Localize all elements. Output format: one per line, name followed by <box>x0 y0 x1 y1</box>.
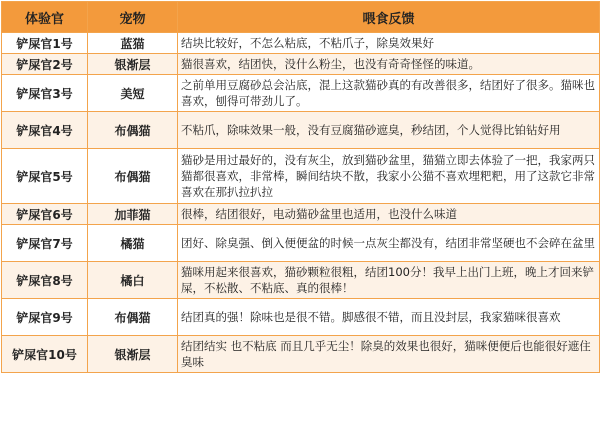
table-row <box>2 336 600 373</box>
pet-cell: 银渐层 <box>88 54 178 75</box>
feedback-cell: 猫很喜欢，结团快，没什么粉尘，也没有奇奇怪怪的味道。 <box>178 54 600 75</box>
table-body <box>2 33 600 373</box>
table-row <box>2 149 600 204</box>
feedback-cell: 团好、除臭强、倒入便便盆的时候一点灰尘都没有，结团非常坚硬也不会碎在盆里 <box>178 225 600 262</box>
table-row <box>2 225 600 262</box>
tester-cell: 铲屎官2号 <box>2 54 88 75</box>
tester-cell: 铲屎官1号 <box>2 33 88 54</box>
pet-cell: 布偶猫 <box>88 112 178 149</box>
pet-cell: 美短 <box>88 75 178 112</box>
table-row <box>2 112 600 149</box>
pet-cell: 橘白 <box>88 262 178 299</box>
table-row <box>2 299 600 336</box>
tester-cell: 铲屎官6号 <box>2 204 88 225</box>
feedback-cell: 结团结实 也不粘底 而且几乎无尘！除臭的效果也很好，猫咪便便后也能很好遮住臭味 <box>178 336 600 373</box>
feedback-cell: 之前单用豆腐砂总会沾底，混上这款猫砂真的有改善很多，结团好了很多。猫咪也喜欢，刨得可带劲儿了。 <box>178 75 600 112</box>
pet-cell: 加菲猫 <box>88 204 178 225</box>
pet-cell: 布偶猫 <box>88 299 178 336</box>
feedback-cell: 不粘爪，除味效果一般，没有豆腐猫砂遮臭，秒结团，个人觉得比铂钻好用 <box>178 112 600 149</box>
pet-cell: 橘猫 <box>88 225 178 262</box>
table-row <box>2 75 600 112</box>
pet-cell: 银渐层 <box>88 336 178 373</box>
feedback-cell: 结块比较好，不怎么粘底，不粘爪子，除臭效果好 <box>178 33 600 54</box>
tester-cell: 铲屎官4号 <box>2 112 88 149</box>
table-row <box>2 262 600 299</box>
feedback-cell: 猫砂是用过最好的，没有灰尘，放到猫砂盆里，猫猫立即去体验了一把，我家两只猫都很喜欢，非常棒，瞬间结块不散，我家小公猫不喜欢埋粑粑，用了这款它非常喜欢在那扒拉扒拉 <box>178 149 600 204</box>
feedback-cell: 结团真的强！除味也是很不错。脚感很不错，而且没封层，我家猫咪很喜欢 <box>178 299 600 336</box>
feedback-cell: 猫咪用起来很喜欢，猫砂颗粒很粗，结团100分！我早上出门上班，晚上才回来铲屎，不松散、不粘底、真的很棒！ <box>178 262 600 299</box>
tester-cell: 铲屎官7号 <box>2 225 88 262</box>
header-feedback: 喂食反馈 <box>178 2 600 33</box>
table-row <box>2 54 600 75</box>
feedback-cell: 很棒，结团很好，电动猫砂盆里也适用，也没什么味道 <box>178 204 600 225</box>
tester-cell: 铲屎官8号 <box>2 262 88 299</box>
table-row <box>2 33 600 54</box>
tester-cell: 铲屎官9号 <box>2 299 88 336</box>
tester-cell: 铲屎官10号 <box>2 336 88 373</box>
table-header <box>2 2 600 33</box>
tester-cell: 铲屎官5号 <box>2 149 88 204</box>
pet-cell: 蓝猫 <box>88 33 178 54</box>
table-row <box>2 204 600 225</box>
feedback-table <box>1 1 600 373</box>
header-tester: 体验官 <box>2 2 88 33</box>
header-pet: 宠物 <box>88 2 178 33</box>
pet-cell: 布偶猫 <box>88 149 178 204</box>
tester-cell: 铲屎官3号 <box>2 75 88 112</box>
